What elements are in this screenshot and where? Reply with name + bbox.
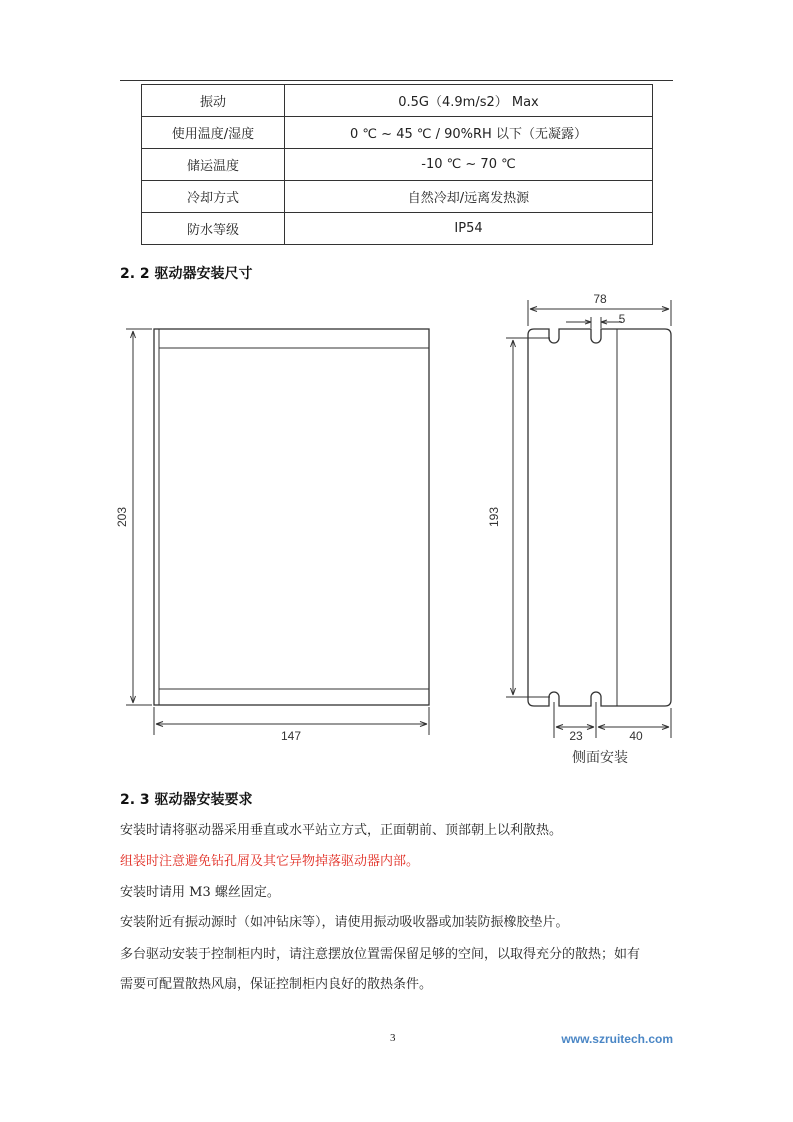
- side-height-label: 193: [487, 506, 501, 528]
- slot-width-dimension: [566, 317, 622, 328]
- front-height-dimension: [126, 329, 152, 705]
- spec-value: 0 ℃ ~ 45 ℃ / 90%RH 以下（无凝露）: [285, 117, 653, 149]
- spec-value: IP54: [285, 213, 653, 245]
- side-view-caption: 侧面安装: [572, 749, 628, 765]
- paragraph: 多台驱动安装于控制柜内时，请注意摆放位置需保留足够的空间，以取得充分的散热；如有: [120, 947, 641, 962]
- spec-label: 冷却方式: [142, 181, 285, 213]
- website-link[interactable]: www.szruitech.com: [561, 1032, 673, 1046]
- paragraph: 安装时请将驱动器采用垂直或水平站立方式，正面朝前、顶部朝上以利散热。: [120, 823, 563, 838]
- paragraph: 安装附近有振动源时（如冲钻床等），请使用振动吸收器或加装防振橡胶垫片。: [120, 915, 569, 930]
- spec-label: 储运温度: [142, 149, 285, 181]
- section-heading-requirements: 2. 3 驱动器安装要求: [120, 792, 253, 808]
- slot-width-label: 5: [618, 312, 626, 326]
- spec-label: 使用温度/湿度: [142, 117, 285, 149]
- side-bottom-left-label: 23: [569, 729, 583, 743]
- front-width-label: 147: [280, 729, 302, 743]
- spec-label: 振动: [142, 85, 285, 117]
- paragraph: 安装时请用 M3 螺丝固定。: [120, 885, 280, 900]
- spec-value: 0.5G（4.9m/s2） Max: [285, 85, 653, 117]
- section-heading-dimensions: 2. 2 驱动器安装尺寸: [120, 266, 253, 282]
- paragraph-warning: 组装时注意避免钻孔屑及其它异物掉落驱动器内部。: [120, 854, 420, 869]
- side-width-label: 78: [593, 292, 607, 306]
- spec-label: 防水等级: [142, 213, 285, 245]
- spec-value: 自然冷却/远离发热源: [285, 181, 653, 213]
- spec-value: -10 ℃ ~ 70 ℃: [285, 149, 653, 181]
- front-view-outline: [154, 329, 429, 705]
- side-bottom-right-label: 40: [629, 729, 643, 743]
- front-height-label: 203: [115, 506, 129, 528]
- page-number: 3: [390, 1032, 396, 1044]
- paragraph: 需要可配置散热风扇，保证控制柜内良好的散热条件。: [120, 977, 433, 992]
- side-view-outline: [528, 329, 671, 706]
